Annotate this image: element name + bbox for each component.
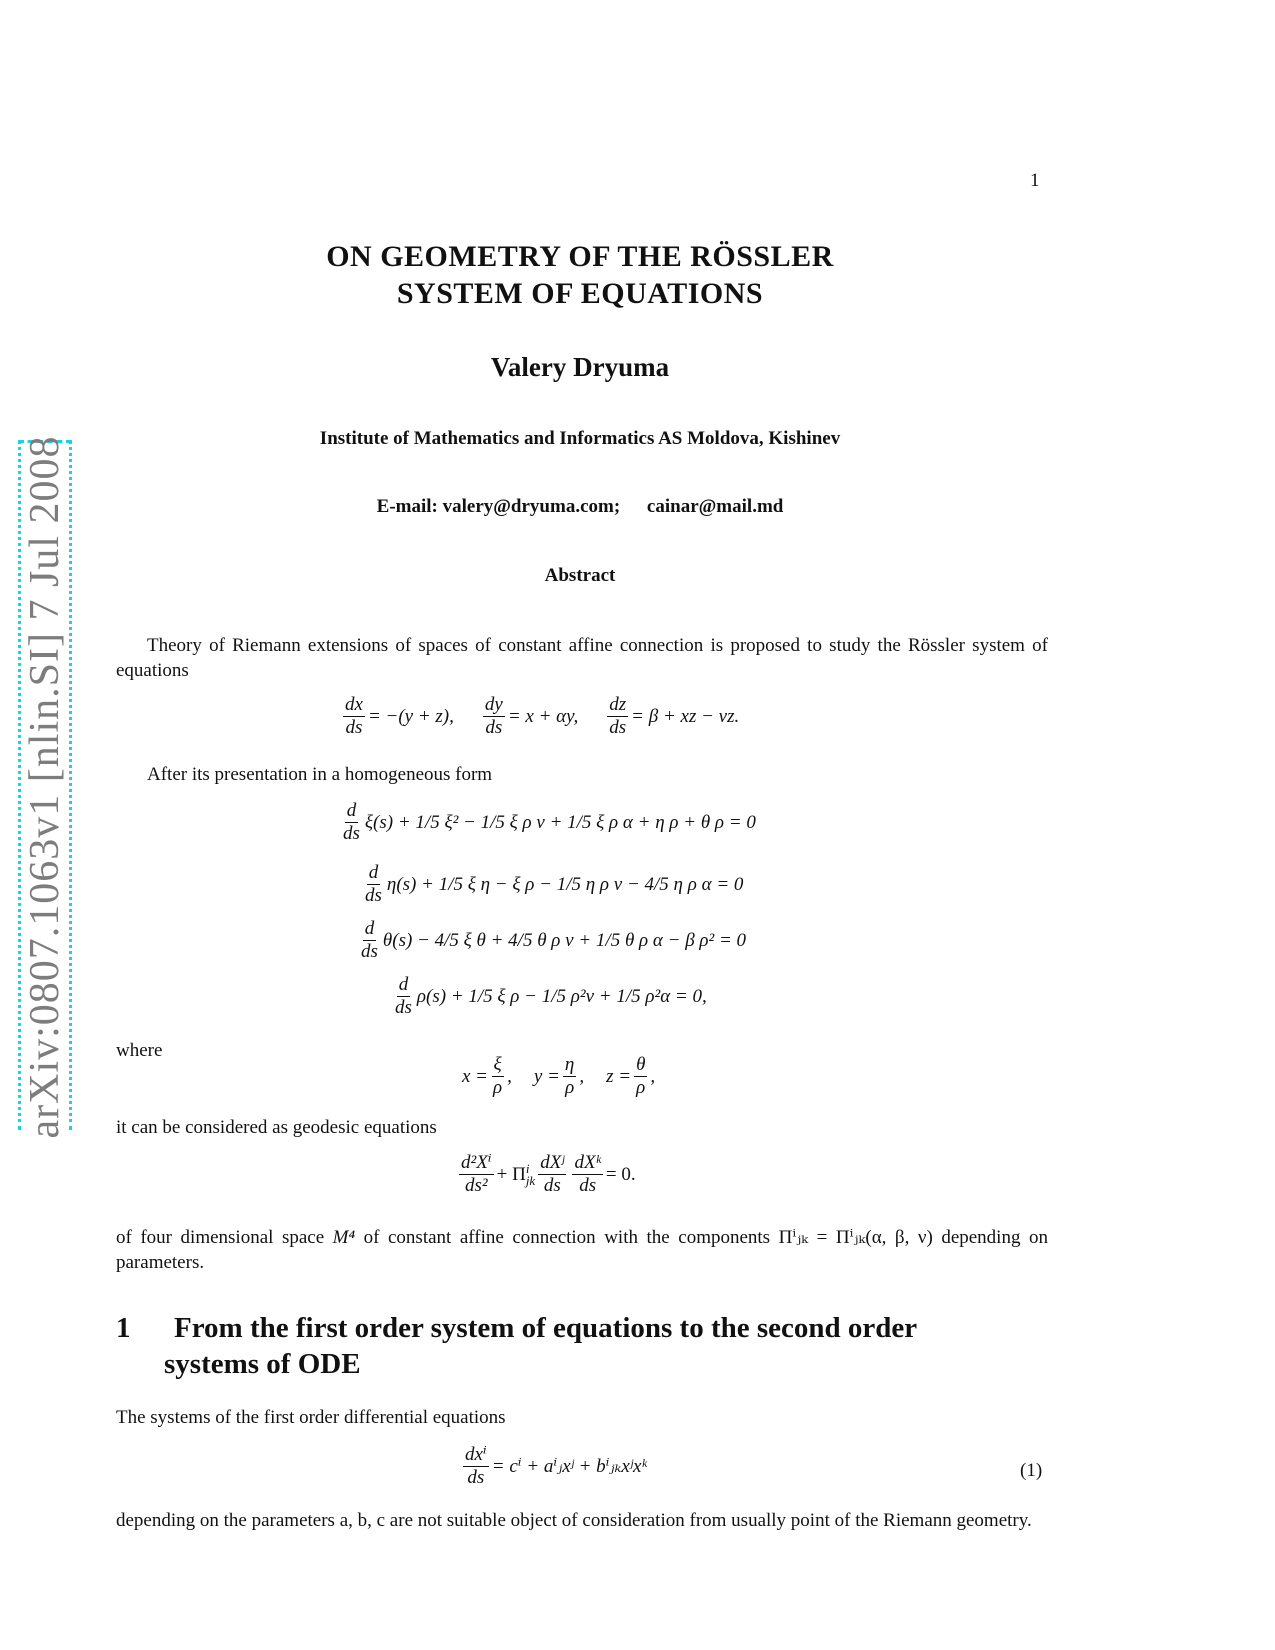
title-line-2: SYSTEM OF EQUATIONS [396,277,764,310]
abstract-paragraph-2: After its presentation in a homogeneous form [147,764,493,785]
arxiv-stamp [18,435,72,1138]
abstract-paragraph-1: Theory of Riemann extensions of spaces of constant affine connection is proposed to study the Rössler system of equations [116,635,1048,681]
rossler-equations: $\frac{dx}{ds}$ = −(y + z), $\frac{dy}{ds}$ = x + αy, $\frac{dz}{ds}$ = β + xz − νz. [345,694,740,738]
affiliation: Institute of Mathematics and Informatics AS Moldova, Kishinev [319,428,841,449]
equation-number-1: (1) [1020,1460,1043,1481]
email-label: E-mail: [376,496,438,517]
email-2[interactable]: cainar@mail.md [646,496,784,517]
section-1-heading: 1 From the first order system of equations to the second order systems of ODE [116,1312,918,1380]
abstract-paragraph-4: of four dimensional space M⁴ of constant affine connection with the components Πⁱⱼₖ = Πⁱⱼₖ(α, β, ν) depending on parameters. [116,1227,1048,1273]
equation-1: $\frac{\text{dxⁱ}}{ds}$ = cⁱ + aⁱⱼxʲ + bⁱⱼₖxʲxᵏ [465,1444,647,1488]
email-1[interactable]: valery@dryuma.com; [442,496,621,517]
email-line [0,496,1160,518]
geodesic-equation: $\frac{\text{d²Xⁱ}}{\text{ds²}}$ + Π i jk $\frac{\text{dXʲ}}{ds}$ $\frac{\text{dXᵏ}}{ds}$ = 0. [461,1152,636,1196]
homog-eq-1: $\frac{d}{ds}$ ξ(s) + 1/5 ξ² − 1/5 ξ ρ ν + 1/5 ξ ρ α + η ρ + θ ρ = 0 [343,800,756,844]
abstract-heading: Abstract [544,565,616,586]
homog-eq-3: $\frac{d}{ds}$ θ(s) − 4/5 ξ θ + 4/5 θ ρ ν + 1/5 θ ρ α − β ρ² = 0 [361,918,747,962]
fraction: $\frac{dx}{ds}$ [345,694,363,738]
title-line-1: ON GEOMETRY OF THE RÖSSLER [326,240,834,273]
fraction: $\frac{dz}{ds}$ [609,694,627,738]
section-1-paragraph-2: depending on the parameters a, b, c are not suitable object of consideration from usually point of the Riemann geometry. [116,1510,1032,1531]
fraction: $\frac{dy}{ds}$ [484,694,503,738]
homog-eq-4: $\frac{d}{ds}$ ρ(s) + 1/5 ξ ρ − 1/5 ρ²ν + 1/5 ρ²α = 0, [395,974,707,1018]
page-number: 1 [1030,170,1040,191]
section-1-paragraph-1: The systems of the first order differential equations [116,1407,506,1428]
abstract-paragraph-3: it can be considered as geodesic equations [116,1117,437,1138]
homog-eq-2: $\frac{d}{ds}$ η(s) + 1/5 ξ η − ξ ρ − 1/5 η ρ ν − 4/5 η ρ α = 0 [365,862,744,906]
author-name: Valery Dryuma [490,352,670,382]
substitution-equations: x = $\frac{\xi}{\rho}$ , y = $\frac{\eta}{\rho}$ , z = $\frac{\theta}{\rho}$ , [462,1054,656,1098]
where-text: where [116,1040,163,1061]
arxiv-stamp-text: arXiv:0807.1063v1 [nlin.SI] 7 Jul 2008 [22,435,68,1138]
paper-title [0,238,1160,312]
